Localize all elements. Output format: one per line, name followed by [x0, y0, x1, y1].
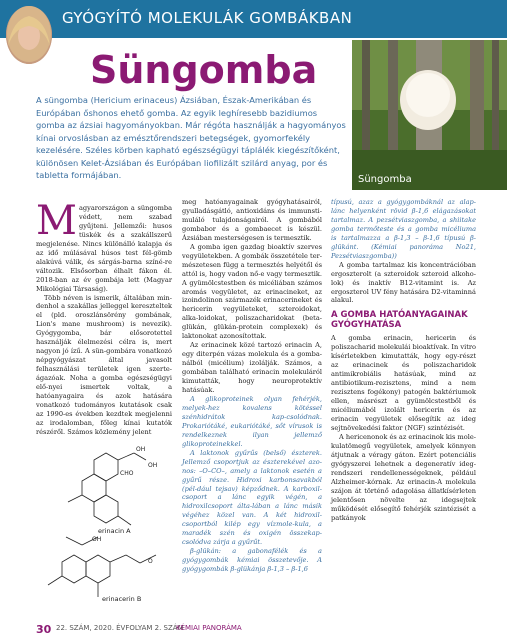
mushroom-photo	[352, 40, 507, 190]
svg-text:OH: OH	[92, 536, 102, 543]
author-avatar	[6, 6, 52, 64]
header-title: GYÓGYÍTÓ MOLEKULÁK GOMBÁKBAN	[62, 9, 353, 27]
paragraph: A hericenonok és az erinacinok kis mole-kulatömegű vegyületek, amelyek könnyen átjutnak a véragy gáton. Ezért potenciális gyógyszerei lehetnek a degeneratív ideg-rendszeri rendellenességeknek, például Alzheimer-kórnak. Az erinacin-A molekula szájon át történő adagolása állatkísérleten jelentősen növelte az idegsejtek működését elősegítő fehérjék szintézisét a patkányok	[331, 432, 476, 522]
info-note: típusú, azaz a gyógygombáknál az alap-lánc helyenként rövid β-1,6 elágazásokat tartalmaz. A pezsétviaszgomba, a shiitake gomba termőteste és a gomba micéliuma is tartalmazza a β-1,3 – β-1,6 típusú β-glükánt. (Kémiai panoráma No21, Pezsétviaszgomba))	[331, 198, 476, 260]
page-number: 30	[36, 623, 52, 636]
svg-text:CHO: CHO	[120, 470, 134, 477]
paragraph: A gomba erinacin, hericerin és poliszacharid molekulái bioaktívak. In vitro kísérletekben kimutatták, hogy egy-részt az erinacinek és poliszacharidok antimikrobiális hatásúak, mind az antibiotikum-rezisztens, mind a nem rezisztens fogékony) patogén baktériumok ellen, másrészt a gyümölcstestből és micéliumából izolált hericerin és az erinacin vegyületek elősegítik az ideg sejtnövekedési faktor (NGF) szintézisét.	[331, 334, 476, 432]
article-lead: A süngomba (Hericium erinaceus) Ázsiában, Észak-Amerikában és Európában őshonos ehető gomba. Az egyik leghíresebb bazidiumos gomba az ázsiai hagyományokban. Már régóta használják a hagyományos kínai orvoslásban az emésztőrendszeri betegségek, gyomorfekély kezelésére. Széles körben kapható egészségügyi táplálék kiegészítőként, különösen Kelet-Ázsiában és Európában liofilizált szilárd anyag, por és tabletta formájában.	[36, 95, 346, 180]
paragraph: meg hatóanyagainak gyógyhatásairól, gyulladásgátló, antioxidáns és immunsti-muláló tulajdonságairól. A gombából gombabor és a gombaecet is készül. Ázsiában mesterségesen is termesztik.	[182, 198, 322, 242]
page-footer	[0, 620, 507, 640]
chem-label-erinacin-a: erinacin A	[98, 527, 131, 535]
svg-text:O: O	[148, 558, 153, 565]
header-bar	[0, 0, 507, 38]
section-heading: A GOMBA HATÓANYAGAINAK GYÓGYHATÁSA	[331, 310, 468, 330]
info-note: A laktonok gyűrűs (belső) észterek. Jellemző csoportjuk az észterekével azo-nos: –O–CO–, amely a laktonok esetén a gyűrű része. Hidroxi karbonsavakból (pél-dául tejsav) képződnek. A karboxil-csoport a lánc egyik végén, a hidroxilcsoport álta-lában a lánc másik végéhez közel van. A két hidroxil-csoportból kilép egy vízmole-kula, a maradék szén és oxigén összekap-csolódva zárja a gyűrűt.	[182, 448, 322, 547]
column-2	[182, 198, 322, 574]
chem-label-erinacerin-b: erinacerin B	[102, 595, 142, 603]
paragraph: A gomba tartalmaz kis koncentrációban ergoszterolt (a szteroidok szteroid alkoho-lok) és inaktív B12-vitamint is. Az ergoszterol UV fény hatására D2-vitaminná alakul.	[331, 260, 476, 305]
info-note: β-glükán: a gabonafélék és a gyógygombák kémiai összetevője. A gyógygombák β-glükánja β-1,3 – β-1,6	[182, 547, 322, 574]
chemical-structures	[36, 445, 176, 607]
issue-info: 22. SZÁM, 2020. ÉVFOLYAM 2. SZÁM	[56, 624, 184, 632]
article-title: Süngomba	[90, 48, 318, 92]
paragraph: A gomba igen gazdag bioaktív szerves vegyületekben. A gombák összetétele ter-mészetesen függ a termesztés helyétől és attól is, hogy vadon nő-e vagy termesztik. A gyümölcstestben és micéliában számos aromás vegyületet, az erinacineket, az izoindolinon származék erinacerineket és hericerin vegyületeket, szteroidokat, alka-loidokat, poliszacharidokat (beta-glükán, glükán-protein complexek) és laktonokat azonosítottak.	[182, 242, 322, 341]
column-3	[331, 198, 476, 522]
info-note: A glikoproteinek olyan fehérjék, melyek-hez kovalens kötéssel szénhidrátok kap-csolódnak. Prokariótáké, eukariótáké, sőt vírusok is rendelkeznek ilyan jellemző glikoproteinekkel.	[182, 394, 322, 448]
paragraph: Az erinacinek közé tartozó erinacin A, egy diterpén vázas molekula és a gomba-nálból (micélium) izolálják. Számos, a gombában található erinacin molekuláról kimutatták, hogy neuroprotektív hatásúak.	[182, 341, 322, 395]
drop-cap: M	[36, 198, 77, 244]
svg-text:OH: OH	[148, 462, 158, 469]
paragraph: Több néven is ismerik, általában min-denhol a szakállas jelleggel kereszteltek el (pld. oroszlánsörény gombának, Lion's mane mushroom) is nevezik). Gyógygomba, bár elősorotettel használják élelmezési célra is, mert nagyon jó ízű. A sün-gombára vonatkozó népgyógyászat által javasolt felhasználási területek igen szerte-ágazóak. Noha a gomba egészségügyi elő-nyei ismertek voltak, a hatóanyagaira és azok hatására vonatkozó tudományos kutatások csak az 1990-es években kezdtek megjelenni az irodalomban, főleg kínai kutatók részéről. Számos közlemény jelent	[36, 293, 172, 436]
column-1	[36, 198, 172, 437]
publication-name: KÉMIAI PANORÁMA	[176, 624, 242, 632]
photo-caption: Süngomba	[358, 174, 412, 185]
paragraph: agyarországon a süngomba védett, nem szabad gyűjteni. Jellemzői: husos tüskék és a szakállszerű megjelenése. Nincs különálló kalapja és az idő múlásával húsos test fél-gömb alakúvá válik, és sárgás-barna színé-re változik. Elsősorban élhalt fákon él. 2018-ban az év gombája lett (Magyar Mikológiai Társaság).	[36, 204, 172, 293]
svg-text:OH: OH	[136, 446, 146, 453]
